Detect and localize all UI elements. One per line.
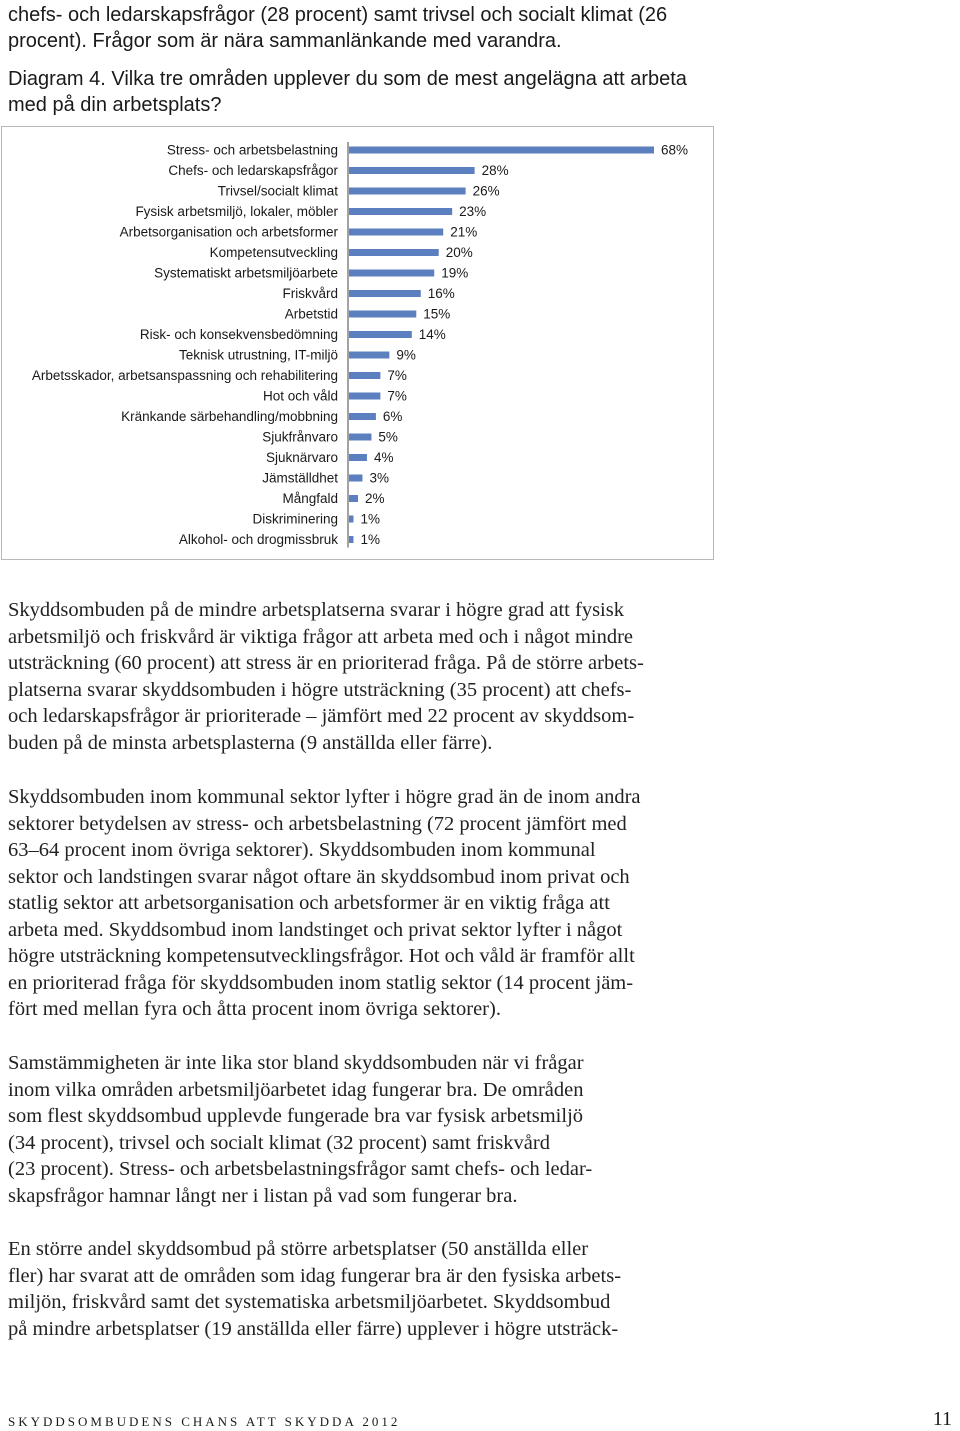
bar — [349, 311, 416, 318]
paragraph-line: (23 procent). Stress- och arbetsbelastningsfrågor samt chefs- och ledar- — [8, 1158, 593, 1180]
value-label: 68% — [661, 142, 689, 158]
value-label: 3% — [369, 470, 389, 486]
bar — [349, 147, 654, 154]
value-label: 26% — [472, 183, 500, 199]
category-label: Kränkande särbehandling/mobbning — [121, 409, 338, 424]
value-label: 7% — [387, 388, 407, 404]
value-label: 1% — [360, 532, 381, 547]
bar — [349, 188, 466, 195]
value-label: 9% — [396, 347, 416, 363]
paragraph-line: arbeta med. Skyddsombud inom landstinget och privat sektor lyfter i något — [8, 918, 623, 941]
bar — [349, 208, 452, 215]
value-label: 2% — [364, 491, 385, 506]
paragraph-line: fler) har svarat att de områden som idag fungerar bra är den fysiska arbets- — [8, 1264, 622, 1287]
category-label: Friskvård — [282, 286, 338, 301]
paragraph-line: miljön, friskvård samt det systematiska arbetsmiljöarbetet. Skyddsombud — [8, 1291, 611, 1313]
value-label: 23% — [459, 204, 487, 219]
paragraph-line: utsträckning (60 procent) att stress är en prioriterad fråga. På de större arbets- — [8, 652, 644, 674]
paragraph — [8, 1236, 948, 1342]
bar — [349, 454, 367, 461]
category-label: Chefs- och ledarskapsfrågor — [168, 163, 338, 178]
category-label: Jämställdhet — [262, 470, 338, 486]
diagram-caption — [8, 66, 948, 118]
paragraph-line: och ledarskapsfrågor är prioriterade – jämfört med 22 procent av skyddsom- — [8, 705, 635, 727]
value-label: 16% — [427, 286, 455, 301]
paragraph — [8, 597, 948, 756]
bar — [349, 249, 439, 256]
category-label: Hot och våld — [262, 388, 338, 404]
value-label: 15% — [423, 306, 451, 322]
paragraph-line: en prioriterad fråga för skyddsombuden inom statlig sektor (14 procent jäm- — [8, 971, 634, 994]
paragraph-line: (34 procent), trivsel och socialt klimat (32 procent) samt friskvård — [8, 1131, 550, 1154]
category-label: Risk- och konsekvensbedömning — [139, 327, 338, 342]
category-label: Trivsel/socialt klimat — [217, 183, 338, 199]
bar — [349, 290, 421, 297]
category-label: Stress- och arbetsbelastning — [166, 142, 338, 158]
paragraph-line: sektor och landstingen svarar något oftare än skyddsombud inom privat och — [8, 865, 630, 888]
paragraph — [8, 1050, 948, 1209]
value-label: 4% — [373, 450, 394, 465]
bar — [349, 516, 353, 523]
category-label: Kompetensutveckling — [209, 245, 338, 260]
bar — [349, 495, 358, 502]
value-label: 6% — [382, 409, 403, 424]
paragraph-line: sektorer betydelsen av stress- och arbetsbelastning (72 procent jämfört med — [8, 812, 627, 835]
paragraph-line: En större andel skyddsombud på större arbetsplatser (50 anställda eller — [8, 1238, 589, 1260]
paragraph-line: buden på de minsta arbetsplasterna (9 anställda eller färre). — [8, 731, 493, 754]
value-label: 28% — [481, 163, 509, 178]
bar — [349, 413, 376, 420]
category-label: Teknisk utrustning, IT-miljö — [178, 347, 338, 363]
paragraph-line: Skyddsombuden inom kommunal sektor lyfter i högre grad än de inom andra — [8, 786, 641, 808]
bar — [349, 536, 353, 543]
category-label: Arbetsorganisation och arbetsformer — [119, 224, 338, 240]
value-label: 1% — [360, 511, 381, 527]
bar — [349, 270, 434, 277]
intro-line: procent). Frågor som är nära sammanlänkande med varandra. — [8, 30, 562, 52]
category-label: Fysisk arbetsmiljö, lokaler, möbler — [135, 204, 338, 219]
category-label: Arbetsskador, arbetsanspassning och rehabilitering — [31, 368, 338, 383]
paragraph — [8, 784, 948, 1023]
category-label: Alkohol- och drogmissbruk — [178, 532, 338, 547]
running-footer-title: SKYDDSOMBUDENS CHANS ATT SKYDDA 2012 — [8, 1414, 401, 1429]
category-label: Diskriminering — [252, 511, 338, 527]
bar — [349, 393, 380, 400]
paragraph-line: statlig sektor att arbetsorganisation och arbetsformer är en viktig fråga att — [8, 892, 610, 914]
category-label: Mångfald — [282, 491, 338, 506]
page-number: 11 — [932, 1408, 952, 1430]
value-label: 14% — [418, 327, 446, 342]
category-label: Sjuknärvaro — [265, 450, 338, 465]
bar — [349, 331, 412, 338]
chart-frame — [1, 126, 714, 560]
category-label: Sjukfrånvaro — [262, 429, 338, 445]
value-label: 20% — [445, 245, 473, 260]
paragraph-line: fört med mellan fyra och åtta procent inom övriga sektorer). — [8, 998, 501, 1020]
intro-line: chefs- och ledarskapsfrågor (28 procent) samt trivsel och socialt klimat (26 — [8, 4, 668, 26]
caption-line: Diagram 4. Vilka tre områden upplever du som de mest angelägna att arbeta — [8, 68, 687, 90]
paragraph-line: skapsfrågor hamnar långt ner i listan på vad som fungerar bra. — [8, 1184, 518, 1207]
paragraph-line: Skyddsombuden på de mindre arbetsplatserna svarar i högre grad att fysisk — [8, 599, 624, 621]
category-label: Arbetstid — [284, 306, 338, 322]
caption-line: med på din arbetsplats? — [8, 94, 222, 116]
paragraph-line: platserna svarar skyddsombuden i högre utsträckning (35 procent) att chefs- — [8, 678, 632, 701]
paragraph-line: arbetsmiljö och friskvård är viktiga frågor att arbeta med och i något mindre — [8, 625, 634, 648]
intro-text — [8, 2, 948, 54]
value-label: 5% — [378, 429, 398, 445]
bar — [349, 475, 362, 482]
paragraph-line: 63–64 procent inom övriga sektorer). Skyddsombuden inom kommunal — [8, 839, 596, 861]
paragraph-line: som flest skyddsombud upplevde fungerade bra var fysisk arbetsmiljö — [8, 1105, 584, 1127]
paragraph-line: inom vilka områden arbetsmiljöarbetet idag fungerar bra. De områden — [8, 1078, 584, 1101]
value-label: 21% — [450, 224, 478, 240]
bar — [349, 434, 371, 441]
bar-chart — [2, 127, 715, 561]
bar — [349, 352, 389, 359]
bar — [349, 229, 443, 236]
category-label: Systematiskt arbetsmiljöarbete — [154, 265, 338, 281]
bar — [349, 167, 475, 174]
bar — [349, 372, 380, 379]
value-label: 7% — [387, 368, 407, 383]
paragraph-line: högre utsträckning kompetensutvecklingsfrågor. Hot och våld är framför allt — [8, 945, 635, 967]
value-label: 19% — [441, 265, 469, 281]
paragraph-line: på mindre arbetsplatser (19 anställda eller färre) upplever i högre utsträck- — [8, 1317, 619, 1340]
paragraph-line: Samstämmigheten är inte lika stor bland skyddsombuden när vi frågar — [8, 1052, 584, 1074]
